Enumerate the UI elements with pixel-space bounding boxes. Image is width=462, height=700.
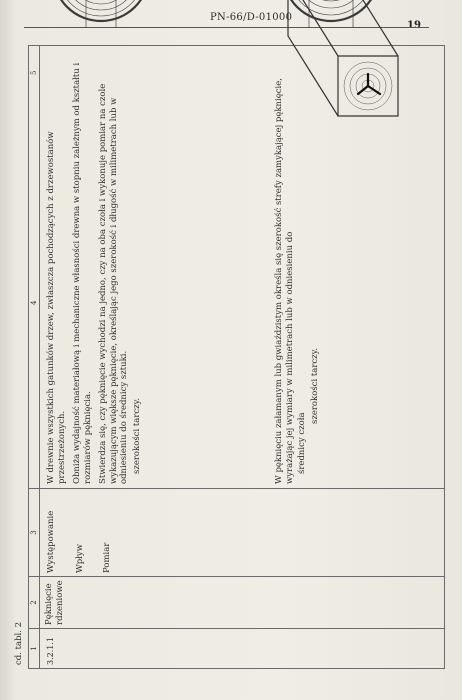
occurrence-text: W drewnie wszystkich gatunków drzew, zwłaszcza pochodzących z drzewostanów przestrzeżonych. — [46, 131, 67, 484]
col-header-5: 5 — [30, 70, 38, 75]
header-row — [29, 46, 40, 669]
page-number: 19 — [407, 20, 421, 31]
ref-tarcza-2: szerokości tarczy. — [309, 347, 320, 424]
col-header-2: 2 — [29, 577, 40, 629]
ref-tarcza-1: szerokości tarczy. — [131, 397, 142, 474]
category-column — [40, 489, 445, 577]
defect-name — [40, 577, 445, 629]
rotated-table-block — [10, 37, 450, 677]
defects-table — [28, 45, 445, 669]
description-column — [40, 46, 445, 489]
running-head: PN-66/D-01000 — [210, 12, 293, 23]
ref-czola: średnicy czoła — [297, 412, 307, 474]
log-end-crack-figure — [46, 0, 156, 48]
col-header-3: 3 — [29, 489, 40, 577]
category-measurement: Pomiar — [102, 542, 112, 573]
timber-star-crack-figure — [268, 0, 418, 136]
category-occurrence: Występowanie — [46, 510, 56, 573]
col-header-1: 1 — [29, 629, 40, 669]
defect-code: 3.2.1.1 — [40, 629, 445, 669]
defect-name-line2: rdzeniowe — [55, 580, 65, 625]
col-header-4-5 — [29, 46, 40, 489]
influence-text: Obniża wydajność materiałową i mechaniczne własności drewna w stopniu zależnym od kształtu i rozmiarów pęknięcia. — [72, 62, 93, 484]
table-continuation-caption: cd. tabl. 2 — [14, 621, 24, 665]
category-influence: Wpływ — [75, 543, 85, 573]
table-row — [40, 46, 445, 669]
measurement-text: Stwierdza się, czy pęknięcie wychodzi na jedno, czy na oba czoła i wykonuje pomiar na czole wykazującym większe pęknięcie, określając jego szerokość i długość w milimetrach lub w odniesieniu do średnicy sztuki. — [98, 83, 129, 484]
star-crack-text: W pęknięciu załamanym lub gwiaździstym określa się szerokość strefy zamykającej pęknięcie, wyrażając jej wymiary w milimetrach lub w odniesieniu do — [274, 78, 295, 484]
col-header-4: 4 — [30, 300, 38, 305]
defect-name-line1: Pęknięcie — [44, 583, 54, 625]
